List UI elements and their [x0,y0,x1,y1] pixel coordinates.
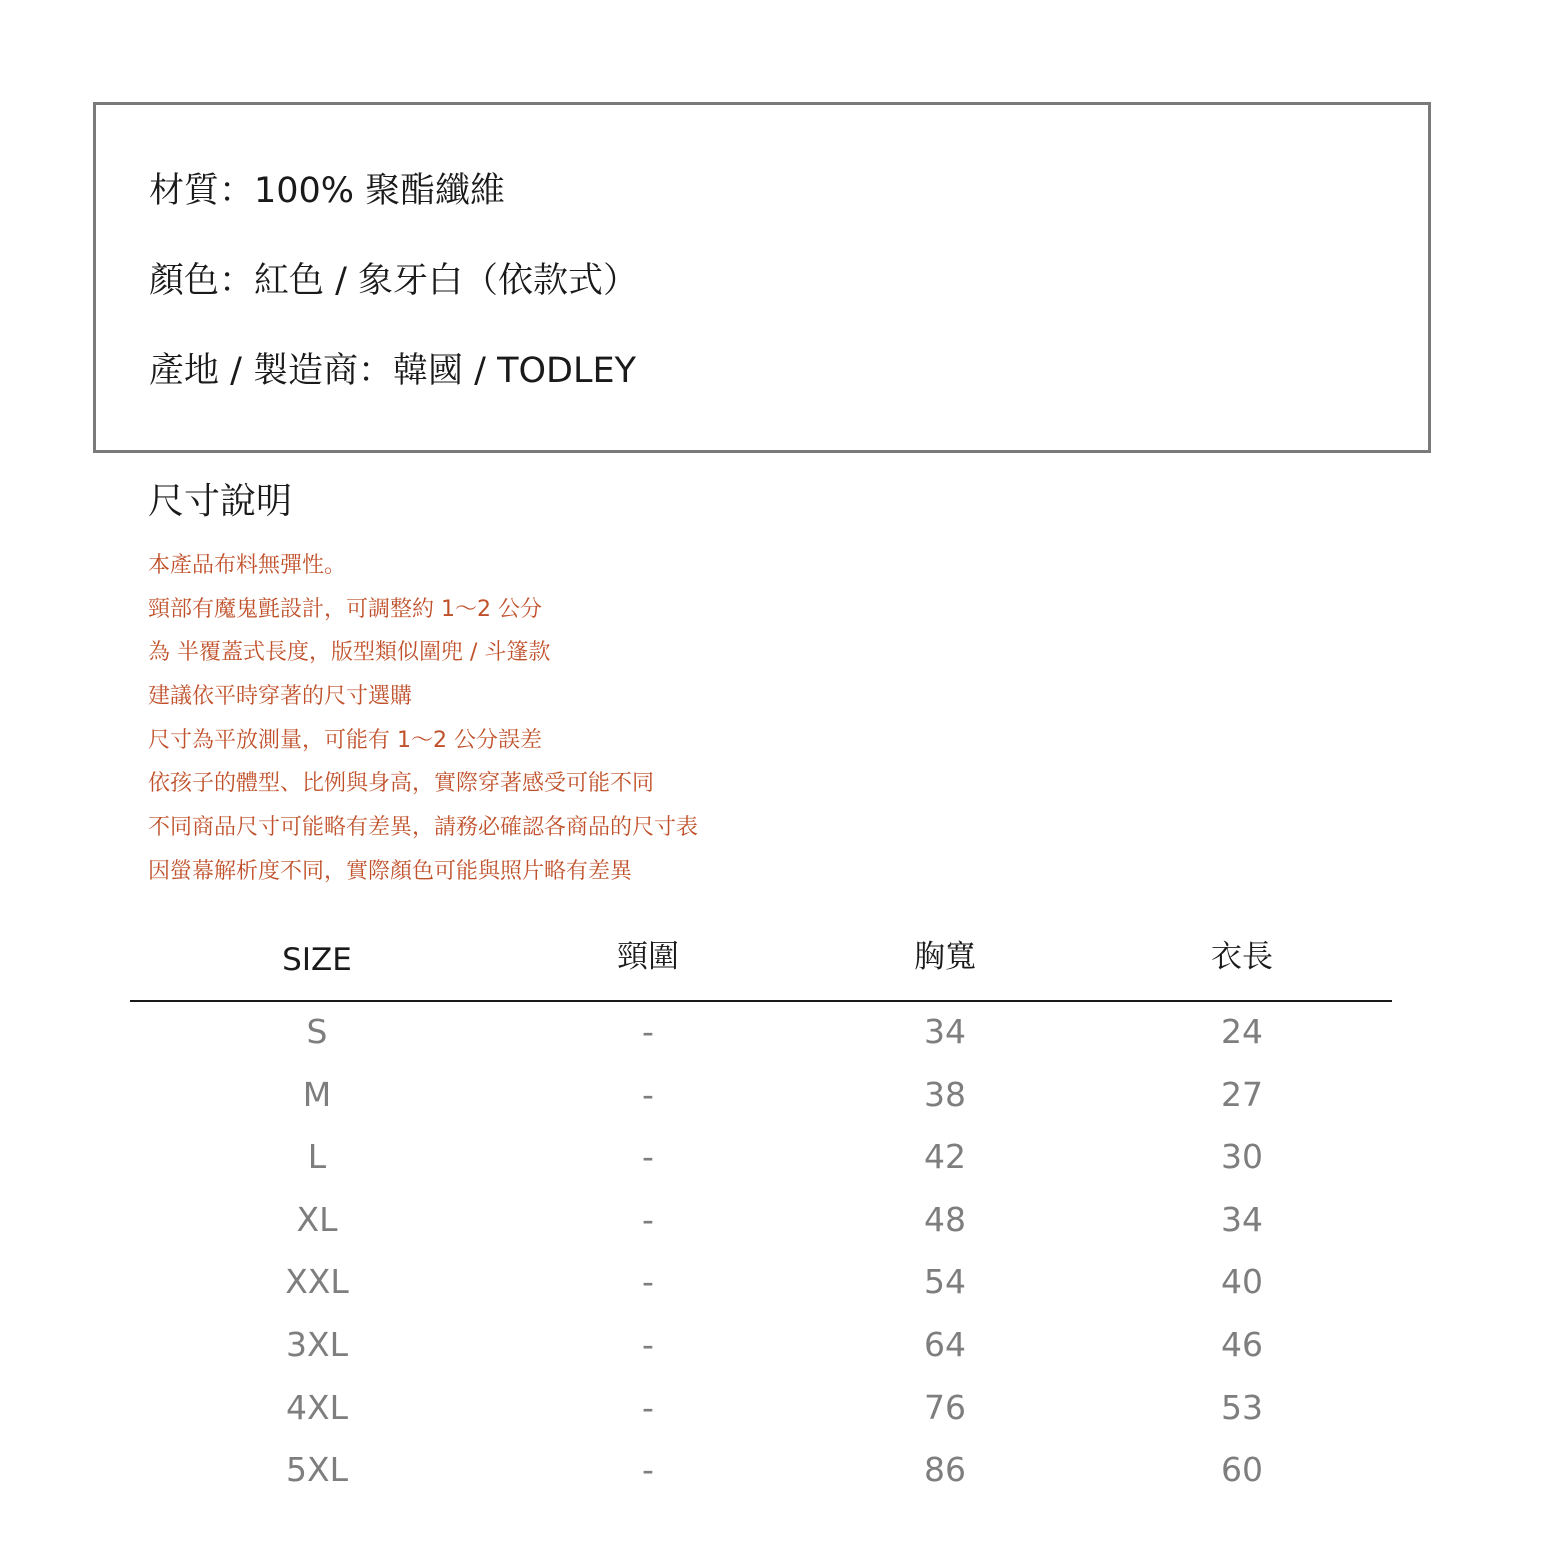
cell-neck: - [642,1324,654,1364]
header-chest: 胸寬 [914,939,976,975]
size-table-header [130,930,1392,1002]
cell-neck: - [642,1262,654,1302]
size-note: 本產品布料無彈性。 [148,553,347,578]
size-section-title: 尺寸說明 [148,481,293,522]
cell-size: XXL [285,1262,349,1302]
cell-length: 27 [1221,1074,1263,1114]
cell-chest: 76 [924,1387,966,1427]
table-row [130,1065,1392,1128]
cell-neck: - [642,1012,654,1051]
size-table [130,930,1392,1503]
cell-length: 40 [1221,1262,1263,1302]
size-note: 頸部有魔鬼氈設計，可調整約 1～2 公分 [148,596,542,622]
cell-size: L [307,1137,327,1177]
cell-size: 3XL [286,1324,348,1364]
cell-length: 24 [1221,1012,1263,1051]
size-note: 依孩子的體型、比例與身高，實際穿著感受可能不同 [148,771,655,797]
product-info-box [93,102,1431,453]
cell-size: M [302,1074,332,1114]
cell-chest: 54 [924,1262,966,1302]
material-line: 材質：100% 聚酯纖維 [149,171,506,211]
table-row [130,1190,1392,1253]
cell-length: 53 [1221,1387,1263,1427]
cell-neck: - [642,1137,654,1177]
cell-size: 5XL [286,1450,348,1490]
cell-chest: 38 [924,1074,966,1114]
header-size: SIZE [282,942,352,978]
cell-chest: 42 [924,1137,966,1177]
table-row [130,1127,1392,1190]
cell-length: 34 [1221,1199,1263,1239]
color-line: 顏色：紅色 / 象牙白（依款式） [149,261,639,301]
table-row [130,1315,1392,1378]
table-row [130,1378,1392,1441]
cell-chest: 48 [924,1199,966,1239]
cell-size: 4XL [286,1387,348,1427]
size-note: 建議依平時穿著的尺寸選購 [148,684,413,710]
size-note: 不同商品尺寸可能略有差異，請務必確認各商品的尺寸表 [148,815,699,841]
header-neck: 頸圍 [617,939,679,975]
cell-chest: 34 [924,1012,966,1051]
cell-neck: - [642,1199,654,1239]
cell-neck: - [642,1450,654,1490]
size-notes-list [148,546,698,896]
table-row [130,1252,1392,1315]
size-table-body [130,1002,1392,1503]
cell-size: XL [296,1199,338,1239]
cell-chest: 64 [924,1324,966,1364]
cell-chest: 86 [924,1450,966,1490]
table-row [130,1440,1392,1503]
cell-size: S [306,1012,328,1051]
cell-length: 46 [1221,1324,1263,1364]
size-note: 為 半覆蓋式長度，版型類似圍兜 / 斗篷款 [148,640,551,666]
size-note: 尺寸為平放測量，可能有 1～2 公分誤差 [148,727,542,753]
origin-line: 產地 / 製造商：韓國 / TODLEY [149,351,636,391]
cell-length: 30 [1221,1137,1263,1177]
size-note: 因螢幕解析度不同，實際顏色可能與照片略有差異 [148,858,633,884]
table-row [130,1002,1392,1065]
cell-neck: - [642,1074,654,1114]
cell-neck: - [642,1387,654,1427]
cell-length: 60 [1221,1450,1263,1490]
header-length: 衣長 [1211,939,1273,975]
